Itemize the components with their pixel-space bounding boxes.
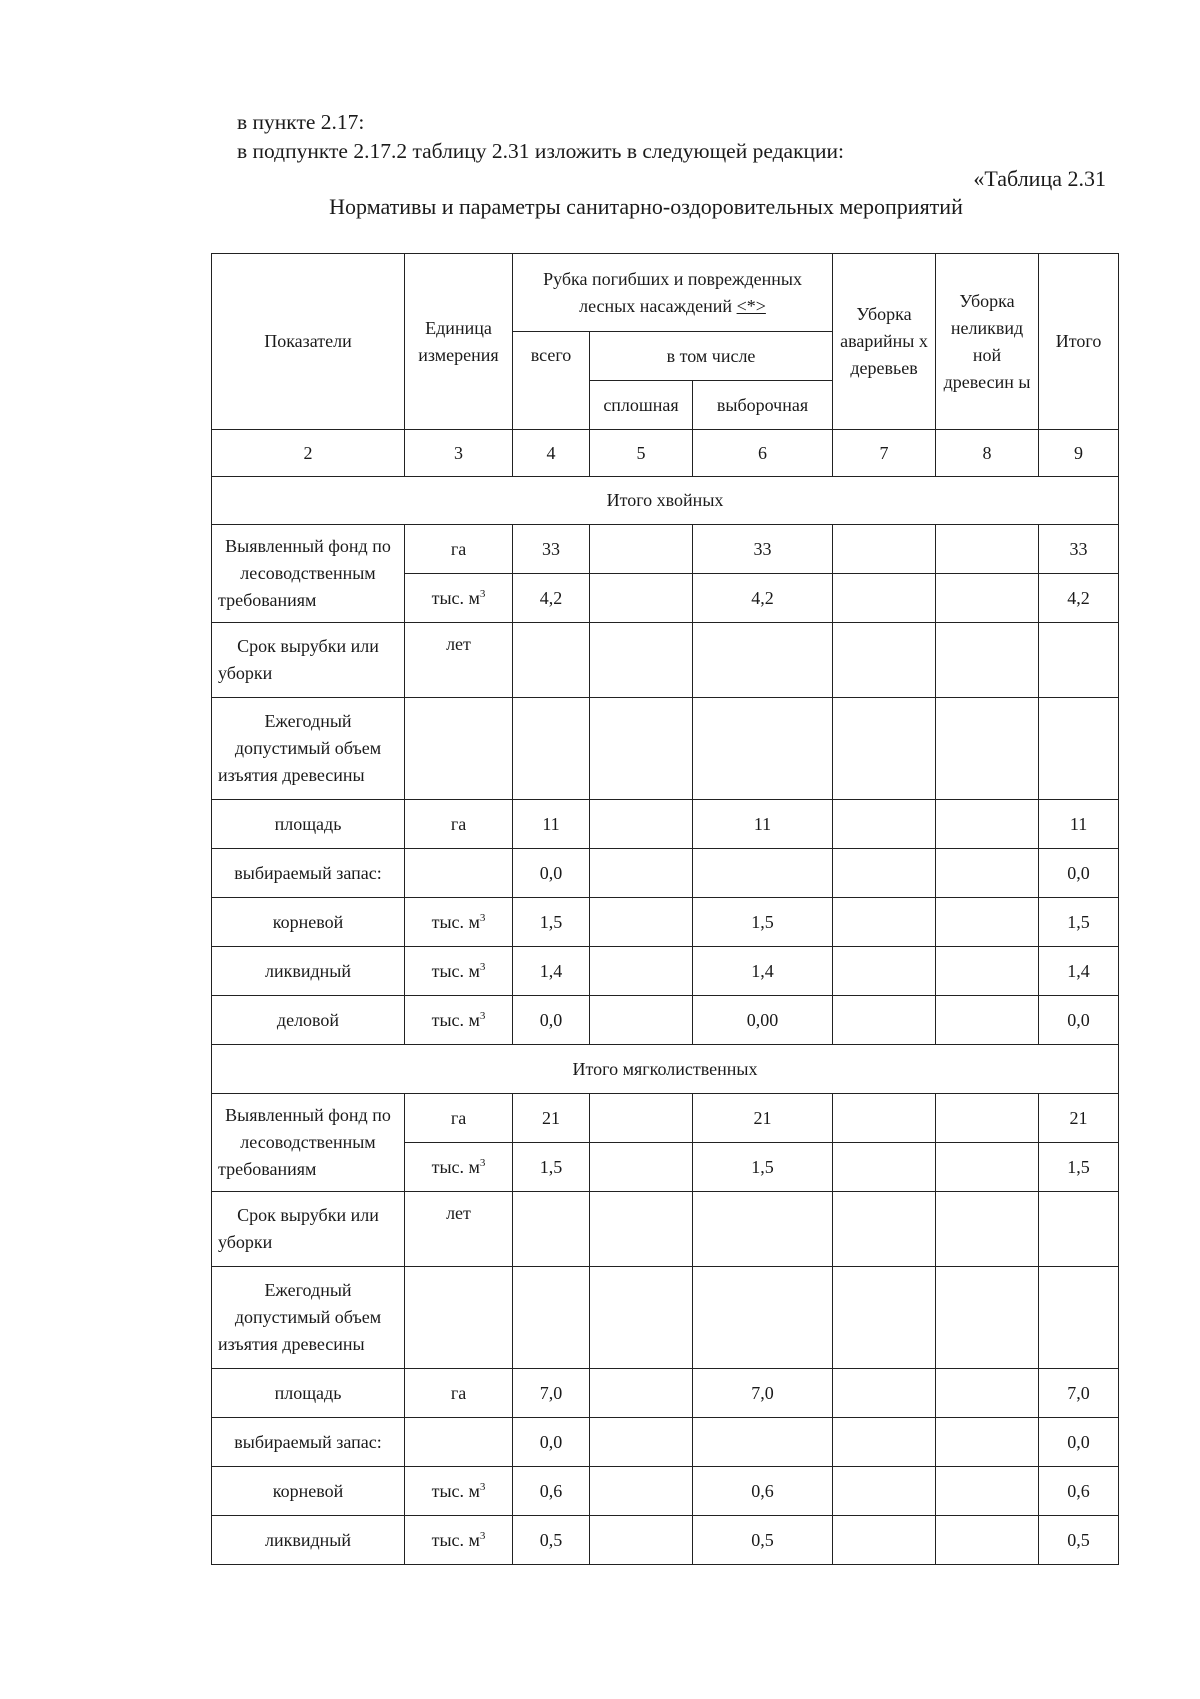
value-emergency — [833, 898, 936, 947]
value-illiquid — [936, 800, 1039, 849]
unit-power: 3 — [479, 960, 486, 973]
value-emergency — [833, 1467, 936, 1516]
value-illiquid — [936, 525, 1039, 574]
value-all: 21 — [513, 1094, 590, 1143]
table-row — [212, 1267, 1119, 1369]
unit-cell — [405, 849, 513, 898]
unit-cell — [405, 574, 513, 623]
value-illiquid — [936, 1369, 1039, 1418]
header-indicators: Показатели — [212, 254, 405, 430]
value-clear — [590, 947, 693, 996]
header-emergency: Уборка аварийны х деревьев — [833, 254, 936, 430]
unit-cell: лет — [405, 623, 513, 698]
column-number: 6 — [693, 430, 833, 477]
header-row-1 — [212, 254, 1119, 332]
unit-cell: га — [405, 1369, 513, 1418]
value-all: 7,0 — [513, 1369, 590, 1418]
header-clear: сплошная — [590, 381, 693, 430]
value-emergency — [833, 1143, 936, 1192]
unit-text: тыс. м — [431, 960, 480, 981]
value-all: 0,0 — [513, 1418, 590, 1467]
value-total: 33 — [1039, 525, 1119, 574]
value-total: 0,0 — [1039, 996, 1119, 1045]
value-all — [513, 1192, 590, 1267]
value-all: 0,0 — [513, 849, 590, 898]
unit-cell: лет — [405, 1192, 513, 1267]
table-row — [212, 996, 1119, 1045]
unit-cell — [405, 947, 513, 996]
row-label: площадь — [212, 1369, 405, 1418]
value-total: 0,6 — [1039, 1467, 1119, 1516]
value-illiquid — [936, 623, 1039, 698]
value-all — [513, 698, 590, 800]
value-clear — [590, 525, 693, 574]
value-all: 0,6 — [513, 1467, 590, 1516]
value-clear — [590, 1094, 693, 1143]
value-clear — [590, 574, 693, 623]
column-number: 8 — [936, 430, 1039, 477]
value-illiquid — [936, 1192, 1039, 1267]
header-including: в том числе — [590, 332, 833, 381]
value-illiquid — [936, 849, 1039, 898]
value-emergency — [833, 947, 936, 996]
section-header-row — [212, 477, 1119, 525]
value-clear — [590, 1418, 693, 1467]
value-all — [513, 623, 590, 698]
value-emergency — [833, 525, 936, 574]
value-all: 0,5 — [513, 1516, 590, 1565]
unit-power: 3 — [479, 1480, 486, 1493]
value-all: 1,4 — [513, 947, 590, 996]
value-total — [1039, 623, 1119, 698]
value-emergency — [833, 1369, 936, 1418]
table-row — [212, 800, 1119, 849]
unit-power: 3 — [479, 1009, 486, 1022]
unit-cell — [405, 996, 513, 1045]
value-illiquid — [936, 1418, 1039, 1467]
section-header-row — [212, 1045, 1119, 1094]
column-number: 4 — [513, 430, 590, 477]
value-emergency — [833, 996, 936, 1045]
value-clear — [590, 1267, 693, 1369]
unit-power: 3 — [479, 911, 486, 924]
row-label: корневой — [212, 1467, 405, 1516]
value-clear — [590, 1192, 693, 1267]
value-emergency — [833, 574, 936, 623]
row-label: выбираемый запас: — [212, 849, 405, 898]
header-unit: Единица измерения — [405, 254, 513, 430]
table-row — [212, 849, 1119, 898]
value-illiquid — [936, 947, 1039, 996]
value-emergency — [833, 1267, 936, 1369]
header-felling — [513, 254, 833, 332]
value-emergency — [833, 1418, 936, 1467]
unit-text: тыс. м — [431, 1009, 480, 1030]
row-label: площадь — [212, 800, 405, 849]
header-all: всего — [513, 332, 590, 430]
row-label: ликвидный — [212, 947, 405, 996]
value-illiquid — [936, 574, 1039, 623]
unit-cell — [405, 1418, 513, 1467]
value-all — [513, 1267, 590, 1369]
value-total: 11 — [1039, 800, 1119, 849]
unit-power: 3 — [479, 1156, 486, 1169]
unit-cell — [405, 1143, 513, 1192]
header-felling-text: Рубка погибших и поврежденных лесных насаждений — [543, 268, 802, 316]
value-emergency — [833, 1516, 936, 1565]
value-selective: 0,00 — [693, 996, 833, 1045]
column-number: 2 — [212, 430, 405, 477]
value-emergency — [833, 623, 936, 698]
value-all: 0,0 — [513, 996, 590, 1045]
value-selective: 1,5 — [693, 1143, 833, 1192]
column-number: 7 — [833, 430, 936, 477]
table-row — [212, 1094, 1119, 1143]
value-total: 1,5 — [1039, 898, 1119, 947]
value-selective — [693, 623, 833, 698]
value-clear — [590, 849, 693, 898]
value-selective: 4,2 — [693, 574, 833, 623]
value-selective: 1,5 — [693, 898, 833, 947]
table-row — [212, 898, 1119, 947]
row-label: Выявленный фонд по лесоводственным требованиям — [212, 525, 405, 623]
value-selective — [693, 849, 833, 898]
value-all: 4,2 — [513, 574, 590, 623]
value-total — [1039, 1192, 1119, 1267]
value-clear — [590, 800, 693, 849]
row-label: корневой — [212, 898, 405, 947]
value-all: 1,5 — [513, 898, 590, 947]
header-selective: выборочная — [693, 381, 833, 430]
unit-cell — [405, 1516, 513, 1565]
value-clear — [590, 898, 693, 947]
table-row — [212, 1516, 1119, 1565]
value-total — [1039, 1267, 1119, 1369]
value-total: 0,5 — [1039, 1516, 1119, 1565]
table-row — [212, 1467, 1119, 1516]
section-title: Итого мягколиственных — [212, 1045, 1119, 1094]
table-row — [212, 623, 1119, 698]
column-number: 5 — [590, 430, 693, 477]
value-selective — [693, 698, 833, 800]
value-illiquid — [936, 1094, 1039, 1143]
value-illiquid — [936, 898, 1039, 947]
header-felling-note: <*> — [736, 295, 766, 316]
value-selective: 11 — [693, 800, 833, 849]
value-clear — [590, 1369, 693, 1418]
table-row — [212, 525, 1119, 574]
value-total: 0,0 — [1039, 849, 1119, 898]
column-number: 3 — [405, 430, 513, 477]
value-illiquid — [936, 1267, 1039, 1369]
unit-power: 3 — [479, 1529, 486, 1542]
value-total: 21 — [1039, 1094, 1119, 1143]
column-numbers-row — [212, 430, 1119, 477]
value-emergency — [833, 1192, 936, 1267]
unit-text: тыс. м — [431, 1529, 480, 1550]
value-illiquid — [936, 1143, 1039, 1192]
value-selective: 0,6 — [693, 1467, 833, 1516]
value-all: 11 — [513, 800, 590, 849]
unit-text: тыс. м — [431, 587, 480, 608]
unit-cell — [405, 1467, 513, 1516]
value-emergency — [833, 1094, 936, 1143]
value-clear — [590, 1143, 693, 1192]
header-illiquid: Уборка неликвид ной древесин ы — [936, 254, 1039, 430]
table-title: Нормативы и параметры санитарно-оздоровительных мероприятий — [329, 194, 963, 219]
row-label: Ежегодный допустимый объем изъятия древесины — [212, 1267, 405, 1369]
table-row — [212, 698, 1119, 800]
value-selective: 33 — [693, 525, 833, 574]
value-selective: 1,4 — [693, 947, 833, 996]
table-row — [212, 1418, 1119, 1467]
value-all: 1,5 — [513, 1143, 590, 1192]
unit-cell: га — [405, 525, 513, 574]
table-row — [212, 947, 1119, 996]
value-total: 0,0 — [1039, 1418, 1119, 1467]
value-clear — [590, 1516, 693, 1565]
section-title: Итого хвойных — [212, 477, 1119, 525]
row-label: Выявленный фонд по лесоводственным требованиям — [212, 1094, 405, 1192]
value-clear — [590, 698, 693, 800]
row-label: выбираемый запас: — [212, 1418, 405, 1467]
table-row — [212, 1369, 1119, 1418]
unit-cell: га — [405, 800, 513, 849]
unit-text: тыс. м — [431, 1480, 480, 1501]
value-emergency — [833, 849, 936, 898]
norms-table — [211, 253, 1119, 1565]
value-selective — [693, 1267, 833, 1369]
value-total: 1,5 — [1039, 1143, 1119, 1192]
row-label: ликвидный — [212, 1516, 405, 1565]
value-clear — [590, 623, 693, 698]
unit-power: 3 — [479, 587, 486, 600]
row-label: Ежегодный допустимый объем изъятия древесины — [212, 698, 405, 800]
unit-cell — [405, 698, 513, 800]
header-total: Итого — [1039, 254, 1119, 430]
unit-text: тыс. м — [431, 911, 480, 932]
value-illiquid — [936, 1516, 1039, 1565]
value-clear — [590, 996, 693, 1045]
value-selective — [693, 1418, 833, 1467]
value-clear — [590, 1467, 693, 1516]
row-label: Срок вырубки или уборки — [212, 623, 405, 698]
intro-line-2: в подпункте 2.17.2 таблицу 2.31 изложить в следующей редакции: — [237, 139, 845, 163]
value-selective: 21 — [693, 1094, 833, 1143]
value-illiquid — [936, 996, 1039, 1045]
value-selective: 7,0 — [693, 1369, 833, 1418]
value-illiquid — [936, 1467, 1039, 1516]
value-selective — [693, 1192, 833, 1267]
table-reference: «Таблица 2.31 — [973, 166, 1106, 191]
value-total: 4,2 — [1039, 574, 1119, 623]
value-selective: 0,5 — [693, 1516, 833, 1565]
value-total: 7,0 — [1039, 1369, 1119, 1418]
value-all: 33 — [513, 525, 590, 574]
unit-text: тыс. м — [431, 1156, 480, 1177]
value-total — [1039, 698, 1119, 800]
unit-cell: га — [405, 1094, 513, 1143]
value-total: 1,4 — [1039, 947, 1119, 996]
unit-cell — [405, 898, 513, 947]
value-emergency — [833, 800, 936, 849]
table-row — [212, 1192, 1119, 1267]
intro-text — [237, 108, 844, 166]
column-number: 9 — [1039, 430, 1119, 477]
unit-cell — [405, 1267, 513, 1369]
value-illiquid — [936, 698, 1039, 800]
row-label: деловой — [212, 996, 405, 1045]
value-emergency — [833, 698, 936, 800]
row-label: Срок вырубки или уборки — [212, 1192, 405, 1267]
intro-line-1: в пункте 2.17: — [237, 110, 365, 134]
